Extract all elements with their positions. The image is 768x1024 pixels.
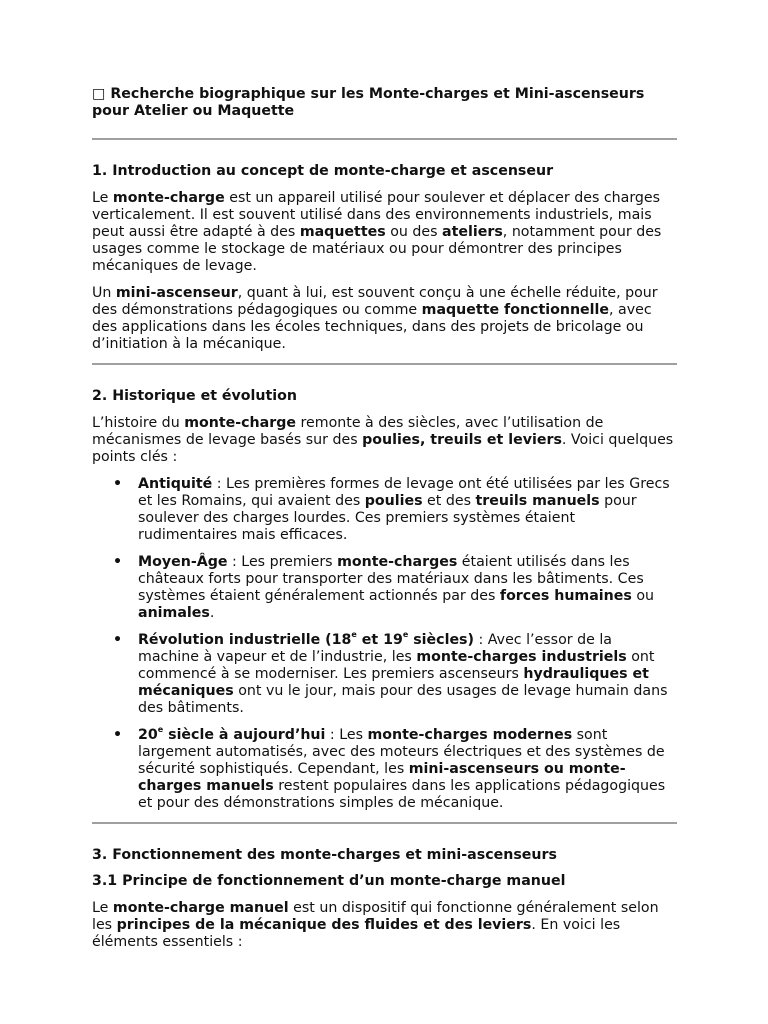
bold-text-run: treuils manuels (475, 493, 600, 509)
text-run: et des (422, 493, 476, 509)
text-run: est un dispositif qui fonctionne généralement selon les (92, 900, 659, 933)
history-item-text (138, 476, 670, 543)
document-title-line-2: pour Atelier ou Maquette (92, 103, 295, 119)
text-run: , avec des applications dans les écoles techniques, dans des projets de bricolage ou d’initiation à la mécanique. (92, 302, 652, 352)
text-run: est un appareil utilisé pour soulever et déplacer des charges verticalement. Il est souvent utilisé dans des environnements industriels, mais peut aussi être adapté à des (92, 190, 661, 240)
bold-text-run: forces humaines (499, 588, 632, 604)
text-run: remonte à des siècles, avec l’utilisation de mécanismes de levage basés sur des (92, 415, 604, 448)
history-item-text (138, 554, 654, 621)
bold-text-run: e (402, 629, 409, 639)
document-title (92, 86, 677, 120)
section-1-paragraph-1 (92, 190, 677, 275)
bold-text-run: et 19 (356, 632, 403, 648)
section-3-1-subheading: 3.1 Principe de fonctionnement d’un monte-charge manuel (92, 873, 566, 889)
text-run: ou (631, 588, 654, 604)
text-run: ont vu le jour, mais pour des usages de levage humain dans des bâtiments. (138, 683, 668, 716)
bold-text-run: Révolution industrielle (18 (138, 632, 352, 648)
bullet-icon: • (113, 727, 123, 743)
text-run: : Les premières formes de levage ont été utilisées par les Grecs et les Romains, qui avaient des (138, 476, 670, 509)
text-run: , quant à lui, est souvent conçu à une échelle réduite, pour des démonstrations pédagogiques ou comme (92, 285, 658, 318)
bold-text-run: Antiquité (138, 476, 213, 492)
text-run: . (209, 605, 215, 621)
placeholder-glyph-icon: □ (92, 86, 106, 102)
text-run: Le (92, 190, 113, 206)
text-run: L’histoire du (92, 415, 185, 431)
bold-text-run: mini-ascenseurs ou monte-charges manuels (138, 761, 626, 794)
history-list-item (92, 554, 677, 622)
bullet-icon: • (113, 632, 123, 648)
history-item-text (138, 629, 668, 716)
bold-text-run: hydrauliques et mécaniques (138, 666, 649, 699)
bold-text-run: siècle à aujourd’hui (163, 727, 326, 743)
bold-text-run: ateliers (442, 224, 503, 240)
bold-text-run: principes de la mécanique des fluides et des leviers (116, 917, 532, 933)
bold-text-run: e (157, 724, 164, 734)
bold-text-run: mini-ascenseur (115, 285, 238, 301)
text-run: étaient utilisés dans les châteaux forts pour transporter des matériaux dans les bâtiments. Ces systèmes étaient généralement actionnés par des (138, 554, 644, 604)
bold-text-run: maquette fonctionnelle (421, 302, 610, 318)
text-run: : Avec l’essor de la machine à vapeur et de l’industrie, les (138, 632, 612, 665)
bold-text-run: monte-charges (337, 554, 458, 570)
bullet-icon: • (113, 476, 123, 492)
bold-text-run: siècles) (408, 632, 474, 648)
text-run: : Les premiers (227, 554, 338, 570)
text-run: Un (92, 285, 116, 301)
text-run: Le (92, 900, 113, 916)
bold-text-run: e (351, 629, 357, 639)
section-3-heading: 3. Fonctionnement des monte-charges et mini-ascenseurs (92, 847, 557, 863)
text-run: , notamment pour des usages comme le stockage de matériaux ou pour démontrer des principes mécaniques de levage. (92, 224, 662, 274)
text-run: . Voici quelques points clés : (92, 432, 674, 465)
text-run: sont largement automatisés, avec des moteurs électriques et des systèmes de sécurité sophistiqués. Cependant, les (138, 727, 665, 777)
text-run: restent populaires dans les applications pédagogiques et pour des démonstrations simples de mécanique. (138, 778, 666, 811)
bullet-icon: • (113, 554, 123, 570)
history-list-item (92, 724, 677, 812)
section-1-paragraph-2 (92, 285, 677, 353)
bold-text-run: animales (138, 605, 210, 621)
section-divider (92, 363, 677, 365)
section-1-heading: 1. Introduction au concept de monte-charge et ascenseur (92, 163, 554, 179)
section-2-paragraph-1 (92, 415, 677, 466)
section-divider (92, 822, 677, 824)
section-3-paragraph-1 (92, 900, 677, 951)
document-title-line-1: Recherche biographique sur les Monte-charges et Mini-ascenseurs (110, 86, 645, 102)
text-run: : Les (325, 727, 368, 743)
text-run: ont commencé à se moderniser. Les premiers ascenseurs (138, 649, 655, 682)
bold-text-run: Moyen-Âge (138, 554, 228, 570)
bold-text-run: 20 (138, 727, 158, 743)
text-run: pour soulever des charges lourdes. Ces premiers systèmes étaient rudimentaires mais efficaces. (138, 493, 637, 543)
document-page (92, 86, 677, 951)
bold-text-run: maquettes (299, 224, 386, 240)
text-run: ou des (385, 224, 443, 240)
history-item-text (138, 724, 666, 811)
bold-text-run: monte-charges modernes (367, 727, 573, 743)
text-run: . En voici les éléments essentiels : (92, 917, 621, 950)
history-list (92, 476, 677, 812)
bold-text-run: poulies (364, 493, 423, 509)
bold-text-run: monte-charge (184, 415, 296, 431)
section-divider (92, 138, 677, 140)
section-2-heading: 2. Historique et évolution (92, 388, 298, 404)
bold-text-run: poulies, treuils et leviers (362, 432, 562, 448)
bold-text-run: monte-charge manuel (112, 900, 289, 916)
bold-text-run: monte-charge (112, 190, 225, 206)
bold-text-run: monte-charges industriels (416, 649, 627, 665)
history-list-item (92, 629, 677, 717)
history-list-item (92, 476, 677, 544)
